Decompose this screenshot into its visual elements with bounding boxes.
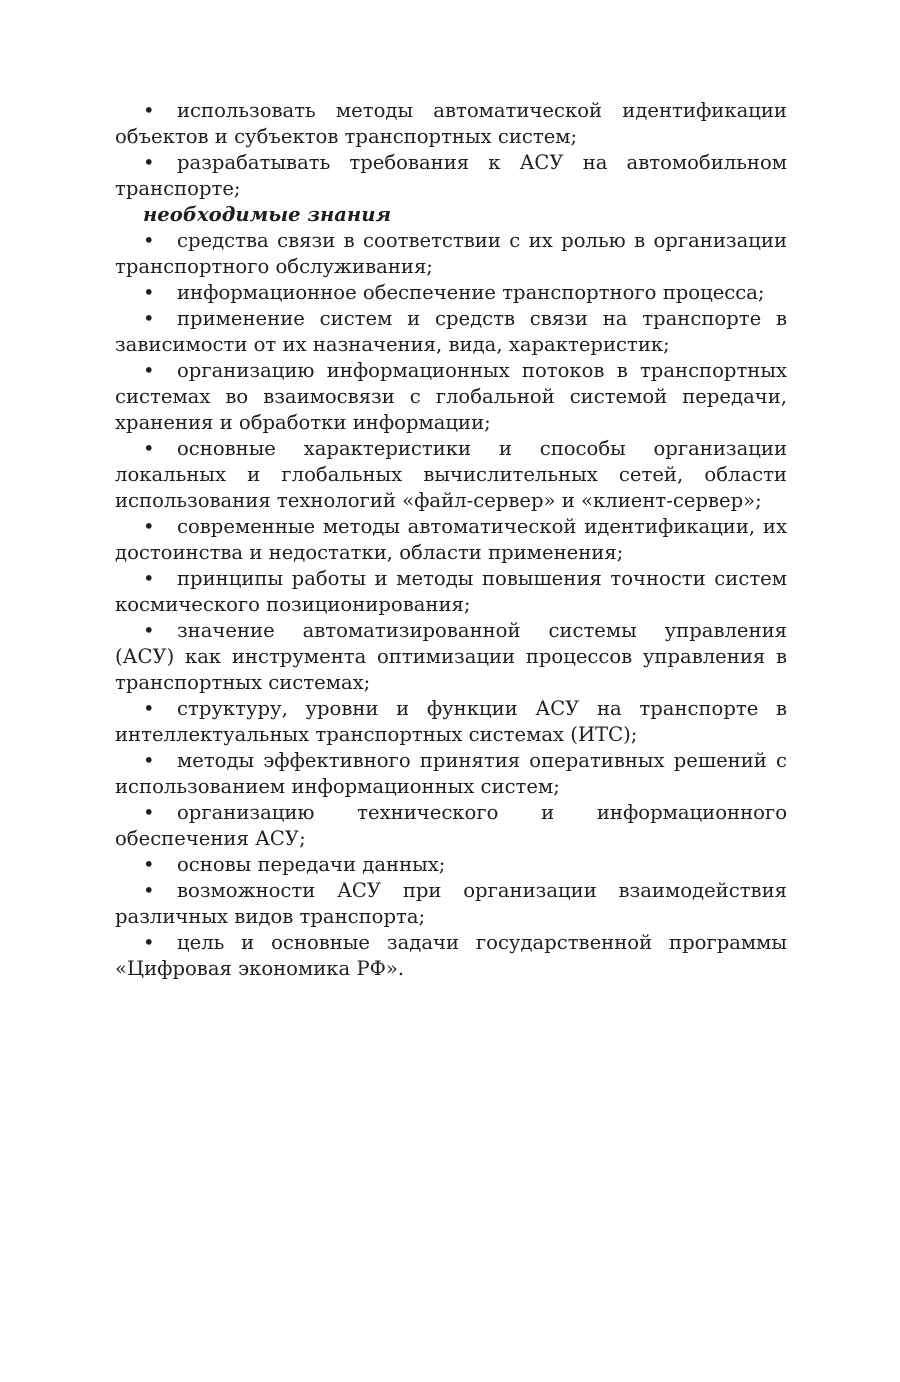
section-heading: необходимые знания <box>143 203 392 226</box>
list-item-text: использовать методы автоматической идентификации объектов и субъектов транспортных систем; <box>115 99 787 148</box>
knowledge-list <box>115 228 787 982</box>
list-item-text: основы передачи данных; <box>177 853 446 876</box>
list-item <box>115 514 787 566</box>
bullet-icon: • <box>143 749 155 772</box>
list-item <box>115 228 787 280</box>
list-item <box>115 358 787 436</box>
list-item <box>115 306 787 358</box>
list-item <box>115 618 787 696</box>
bullet-icon: • <box>143 281 155 304</box>
list-item-text: принципы работы и методы повышения точности систем космического позиционирования; <box>115 567 787 616</box>
bullet-icon: • <box>143 437 155 460</box>
list-item <box>115 696 787 748</box>
bullet-icon: • <box>143 229 155 252</box>
bullet-icon: • <box>143 567 155 590</box>
bullet-icon: • <box>143 853 155 876</box>
list-item <box>115 748 787 800</box>
list-item <box>115 150 787 202</box>
list-item <box>115 852 787 878</box>
skills-list <box>115 98 787 202</box>
list-item-text: методы эффективного принятия оперативных решений с использованием информационных систем; <box>115 749 787 798</box>
page-content <box>115 98 787 982</box>
list-item-text: организацию информационных потоков в транспортных системах во взаимосвязи с глобальной системой передачи, хранения и обработки информации; <box>115 359 787 434</box>
bullet-icon: • <box>143 619 155 642</box>
list-item-text: разрабатывать требования к АСУ на автомобильном транспорте; <box>115 151 787 200</box>
list-item-text: цель и основные задачи государственной программы «Цифровая экономика РФ». <box>115 931 787 980</box>
bullet-icon: • <box>143 931 155 954</box>
bullet-icon: • <box>143 307 155 330</box>
list-item <box>115 800 787 852</box>
list-item <box>115 566 787 618</box>
bullet-icon: • <box>143 99 155 122</box>
list-item-text: возможности АСУ при организации взаимодействия различных видов транспорта; <box>115 879 787 928</box>
list-item-text: значение автоматизированной системы управления (АСУ) как инструмента оптимизации процессов управления в транспортных системах; <box>115 619 787 694</box>
list-item-text: информационное обеспечение транспортного процесса; <box>177 281 765 304</box>
bullet-icon: • <box>143 359 155 382</box>
bullet-icon: • <box>143 151 155 174</box>
bullet-icon: • <box>143 879 155 902</box>
bullet-icon: • <box>143 697 155 720</box>
bullet-icon: • <box>143 801 155 824</box>
list-item-text: структуру, уровни и функции АСУ на транспорте в интеллектуальных транспортных системах (ИТС); <box>115 697 787 746</box>
bullet-icon: • <box>143 515 155 538</box>
list-item-text: современные методы автоматической идентификации, их достоинства и недостатки, области применения; <box>115 515 787 564</box>
list-item-text: организацию технического и информационного обеспечения АСУ; <box>115 801 787 850</box>
list-item-text: основные характеристики и способы организации локальных и глобальных вычислительных сетей, области использования технологий «файл-сервер» и «клиент-сервер»; <box>115 437 787 512</box>
list-item-text: средства связи в соответствии с их ролью в организации транспортного обслуживания; <box>115 229 787 278</box>
list-item <box>115 878 787 930</box>
list-item <box>115 280 787 306</box>
list-item <box>115 930 787 982</box>
list-item <box>115 436 787 514</box>
list-item-text: применение систем и средств связи на транспорте в зависимости от их назначения, вида, характеристик; <box>115 307 787 356</box>
list-item <box>115 98 787 150</box>
